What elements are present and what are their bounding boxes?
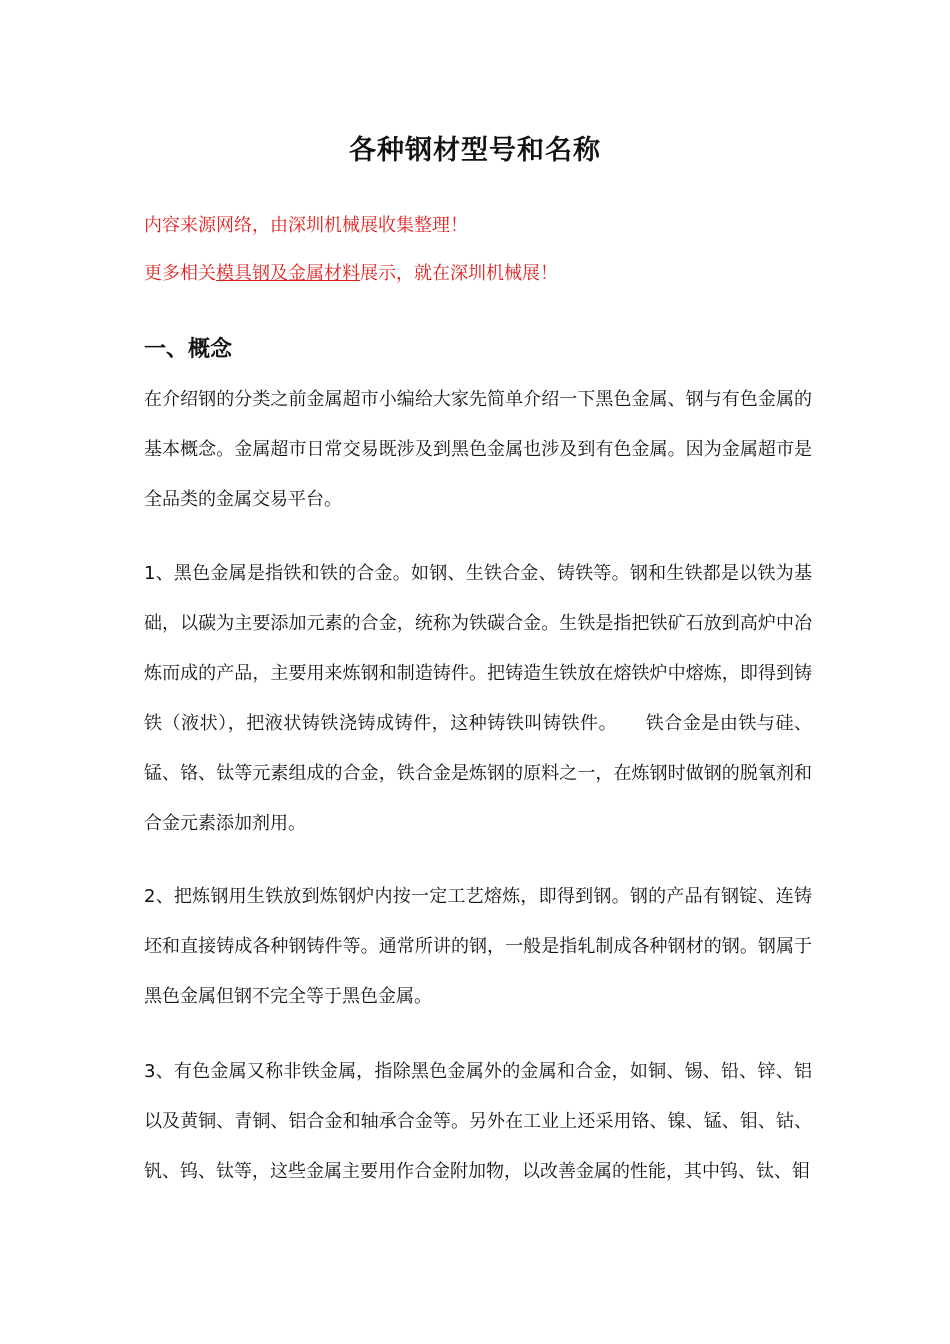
paragraph-steel: 2、把炼钢用生铁放到炼钢炉内按一定工艺熔炼，即得到钢。钢的产品有钢锭、连铸坯和直接铸成各种钢铸件等。通常所讲的钢，一般是指轧制成各种钢材的钢。钢属于黑色金属但钢不完全等于黑色金属。 (144, 886, 812, 1007)
mold-steel-link[interactable]: 模具钢及金属材料 (216, 263, 360, 284)
source-note: 内容来源网络，由深圳机械展收集整理！ (144, 215, 468, 236)
paragraph-nonferrous-metals: 3、有色金属又称非铁金属，指除黑色金属外的金属和合金，如铜、锡、铅、锌、铝以及黄铜、青铜、铝合金和轴承合金等。另外在工业上还采用铬、镍、锰、钼、钴、钒、钨、钛等，这些金属主要用作合金附加物，以改善金属的性能，其中钨、钛、钼 (144, 1061, 812, 1182)
promo-note-suffix: 展示，就在深圳机械展！ (360, 263, 558, 284)
intro-paragraph: 在介绍钢的分类之前金属超市小编给大家先简单介绍一下黑色金属、钢与有色金属的基本概念。金属超市日常交易既涉及到黑色金属也涉及到有色金属。因为金属超市是全品类的金属交易平台。 (144, 389, 812, 510)
section-heading: 一、概念 (144, 337, 233, 362)
paragraph-ferrous-metals (144, 549, 812, 849)
ferrous-metals-text: 1、黑色金属是指铁和铁的合金。如钢、生铁合金、铸铁等。钢和生铁都是以铁为基础，以碳为主要添加元素的合金，统称为铁碳合金。生铁是指把铁矿石放到高炉中冶炼而成的产品，主要用来炼钢和制造铸件。把铸造生铁放在熔铁炉中熔炼，即得到铸铁（液状），把液状铸铁浇铸成铸件，这种铸铁叫铸铁件。 (144, 563, 812, 734)
promo-note-prefix: 更多相关 (144, 263, 216, 284)
ferroalloy-text: 铁合金是由铁与硅、锰、铬、钛等元素组成的合金，铁合金是炼钢的原料之一，在炼钢时做钢的脱氧剂和合金元素添加剂用。 (144, 713, 813, 834)
document-title: 各种钢材型号和名称 (349, 135, 601, 166)
promo-note (144, 259, 824, 289)
